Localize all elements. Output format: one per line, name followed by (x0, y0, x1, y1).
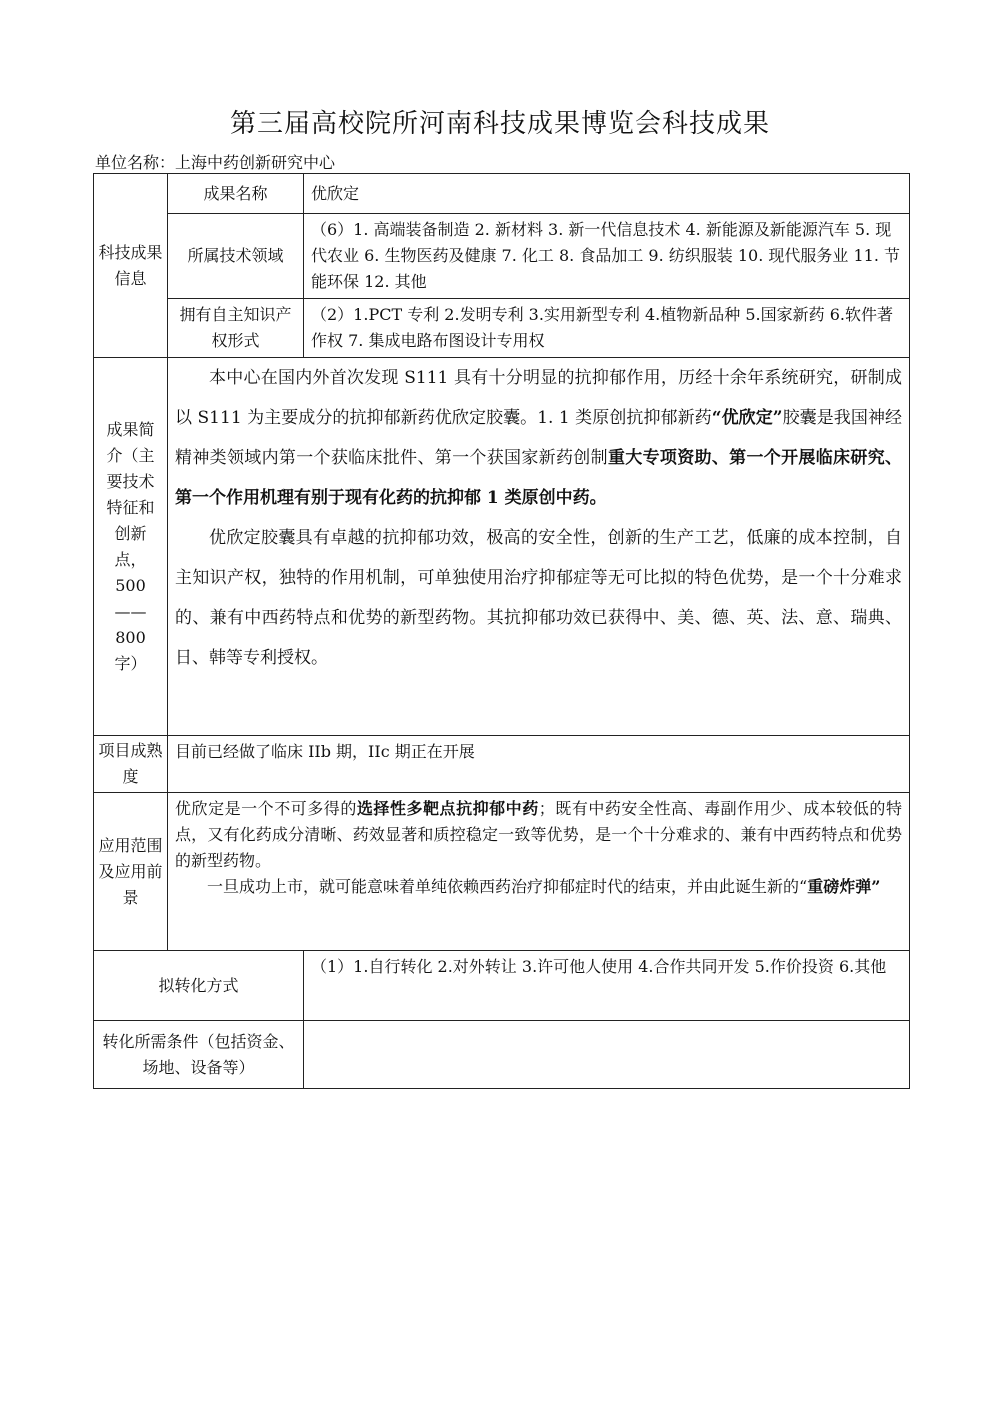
ip-form-label: 拥有自主知识产权形式 (168, 299, 304, 358)
maturity-value: 目前已经做了临床 IIb 期，IIc 期正在开展 (168, 736, 910, 793)
conditions-label: 转化所需条件（包括资金、场地、设备等） (94, 1021, 304, 1089)
tech-field-value: （6）1. 高端装备制造 2. 新材料 3. 新一代信息技术 4. 新能源及新能源汽车 5. 现代农业 6. 生物医药及健康 7. 化工 8. 食品加工 9. 纺织服装 10. 现代服务业 11. 节能环保 12. 其他 (304, 214, 910, 299)
ip-form-value: （2）1.PCT 专利 2.发明专利 3.实用新型专利 4.植物新品种 5.国家新药 6.软件著作权 7. 集成电路布图设计专用权 (304, 299, 910, 358)
application-text-e: 重磅炸弹 (807, 877, 872, 896)
achievement-name-value: 优欣定 (304, 174, 910, 214)
intro-paragraph-2: 优欣定胶囊具有卓越的抗抑郁功效，极高的安全性，创新的生产工艺，低廉的成本控制，自主知识产权，独特的作用机制，可单独使用治疗抑郁症等无可比拟的特色优势，是一个十分难求的、兼有中西药特点和优势的新型药物。其抗抑郁功效已获得中、美、德、英、法、意、瑞典、日、韩等专利授权。 (175, 528, 902, 668)
intro-text-a: 本中心在国内外首次发现 S111 具有十分明显的抗抑郁作用，历经十余年系统研究，研制成以 S111 为主要成分的抗抑郁新药优欣定胶囊。1. 1 类原创抗抑郁新药 (175, 368, 902, 428)
tech-field-label: 所属技术领域 (168, 214, 304, 299)
application-paragraph-2 (175, 874, 902, 900)
application-text-f: ” (871, 877, 881, 896)
intro-text-c: 胶囊是我国神经精神类领域内第一个获临床批件、第一个获国家新药创制 (175, 408, 903, 468)
application-content (168, 793, 910, 951)
transfer-value: （1）1.自行转化 2.对外转让 3.许可他人使用 4.合作共同开发 5.作价投资 6.其他 (304, 951, 910, 1021)
tech-info-label: 科技成果信息 (94, 174, 168, 358)
intro-text-d: 重大专项资助、第一个开展临床研究、第一个作用机理有别于现有化药的抗抑郁 1 类原创中药。 (175, 448, 903, 508)
maturity-label: 项目成熟度 (94, 736, 168, 793)
intro-text-b: “优欣定” (711, 408, 783, 428)
transfer-label: 拟转化方式 (94, 951, 304, 1021)
application-text-c: ；既有中药安全性高、毒副作用少、成本较低的特点，又有化药成分清晰、药效显著和质控稳定一致等优势，是一个十分难求的、兼有中西药特点和优势的新型药物。 (175, 799, 902, 870)
intro-label: 成果简介（主要技术特征和创新点，500——800字） (94, 358, 168, 736)
application-paragraph-1 (175, 796, 902, 874)
intro-content (168, 358, 910, 736)
page-title: 第三届高校院所河南科技成果博览会科技成果 (229, 109, 770, 139)
intro-paragraph-1 (175, 358, 902, 518)
achievement-name-label: 成果名称 (168, 174, 304, 214)
application-text-b: 选择性多靶点抗抑郁中药 (356, 799, 539, 818)
achievement-form (93, 173, 910, 1089)
unit-name: 单位名称：上海中药创新研究中心 (95, 153, 336, 172)
application-label: 应用范围及应用前景 (94, 793, 168, 951)
conditions-value (304, 1021, 910, 1089)
application-text-d: 一旦成功上市，就可能意味着单纯依赖西药治疗抑郁症时代的结束，并由此诞生新的“ (207, 877, 808, 896)
application-text-a: 优欣定是一个不可多得的 (175, 799, 357, 818)
